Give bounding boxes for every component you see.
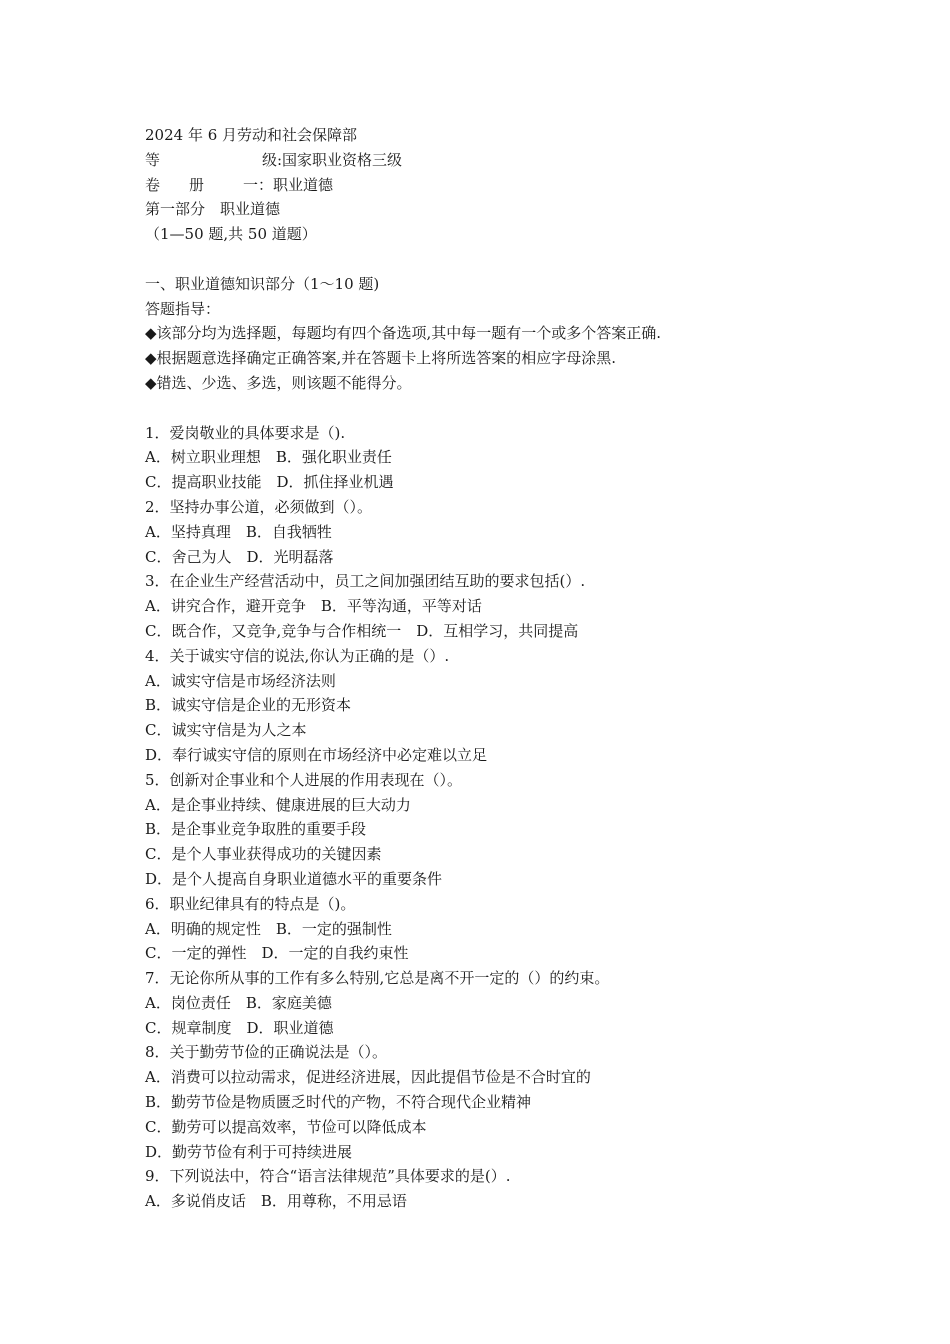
question-line: C．一定的弹性 D．一定的自我约束性 — [145, 944, 409, 963]
rule-item: ◆该部分均为选择题，每题均有四个备选项,其中每一题有一个或多个答案正确. — [145, 324, 662, 343]
question-line: A．明确的规定性 B．一定的强制性 — [145, 919, 392, 938]
header-volume — [145, 173, 865, 198]
question-line: 7．无论你所从事的工作有多么特别,它总是离不开一定的（）的约束。 — [145, 969, 610, 988]
question-line: A．诚实守信是市场经济法则 — [145, 671, 336, 690]
header-level — [145, 148, 865, 173]
rule-item: ◆根据题意选择确定正确答案,并在答题卡上将所选答案的相应字母涂黑. — [145, 349, 617, 368]
volume-label-b: 册 — [189, 175, 205, 194]
header-range: （1—50 题,共 50 道题） — [145, 225, 317, 244]
question-line: 8．关于勤劳节俭的正确说法是（）。 — [145, 1043, 388, 1062]
guide-title: 答题指导： — [145, 299, 221, 318]
question-line: 6．职业纪律具有的特点是（)。 — [145, 894, 356, 913]
question-line: A．讲究合作，避开竞争 B．平等沟通，平等对话 — [145, 597, 482, 616]
question-list — [145, 421, 865, 1215]
question-line: A．是企事业持续、健康进展的巨大动力 — [145, 795, 411, 814]
question-line: A．消费可以拉动需求，促进经济进展，因此提倡节俭是不合时宜的 — [145, 1068, 591, 1087]
question-line: A．多说俏皮话 B．用尊称，不用忌语 — [145, 1192, 407, 1211]
level-label: 等 — [145, 150, 161, 169]
question-line: B．勤劳节俭是物质匮乏时代的产物，不符合现代企业精神 — [145, 1093, 532, 1112]
question-line: C．既合作，又竞争,竞争与合作相统一 D．互相学习，共同提高 — [145, 621, 579, 640]
volume-label-a: 卷 — [145, 175, 161, 194]
rule-item: ◆错选、少选、多选，则该题不能得分。 — [145, 373, 412, 392]
question-line: C．是个人事业获得成功的关键因素 — [145, 845, 382, 864]
question-line: D．是个人提高自身职业道德水平的重要条件 — [145, 869, 443, 888]
spacer — [145, 247, 865, 272]
question-line: C．舍己为人 D．光明磊落 — [145, 547, 334, 566]
question-line: 9．下列说法中，符合“语言法律规范”具体要求的是(）. — [145, 1167, 511, 1186]
header-part: 第一部分 职业道德 — [145, 200, 281, 219]
spacer — [145, 396, 865, 421]
question-line: A．树立职业理想 B．强化职业责任 — [145, 448, 392, 467]
document-page — [145, 123, 865, 1214]
question-line: C．提高职业技能 D．抓住择业机遇 — [145, 473, 394, 492]
question-line: C．勤劳可以提高效率，节俭可以降低成本 — [145, 1117, 427, 1136]
question-line: A．坚持真理 B．自我牺牲 — [145, 522, 332, 541]
question-line: D．勤劳节俭有利于可持续进展 — [145, 1142, 353, 1161]
question-line: C．诚实守信是为人之本 — [145, 721, 307, 740]
question-line: B．诚实守信是企业的无形资本 — [145, 696, 352, 715]
question-line: 5．创新对企事业和个人进展的作用表现在（）。 — [145, 770, 463, 789]
question-line: 1．爱岗敬业的具体要求是（). — [145, 423, 346, 442]
question-line: B．是企事业竞争取胜的重要手段 — [145, 820, 367, 839]
volume-value: 一：职业道德 — [243, 175, 334, 194]
level-value: 级:国家职业资格三级 — [262, 150, 403, 169]
section-title: 一、职业道德知识部分（1～10 题) — [145, 274, 380, 293]
question-line: D．奉行诚实守信的原则在市场经济中必定难以立足 — [145, 745, 488, 764]
question-line: 2．坚持办事公道，必须做到（）。 — [145, 497, 373, 516]
question-line: 3．在企业生产经营活动中，员工之间加强团结互助的要求包括(）. — [145, 572, 586, 591]
question-line: A．岗位责任 B．家庭美德 — [145, 993, 332, 1012]
header-title: 2024 年 6 月劳动和社会保障部 — [145, 126, 358, 144]
question-line: 4．关于诚实守信的说法,你认为正确的是（）. — [145, 646, 450, 665]
question-line: C．规章制度 D．职业道德 — [145, 1018, 334, 1037]
